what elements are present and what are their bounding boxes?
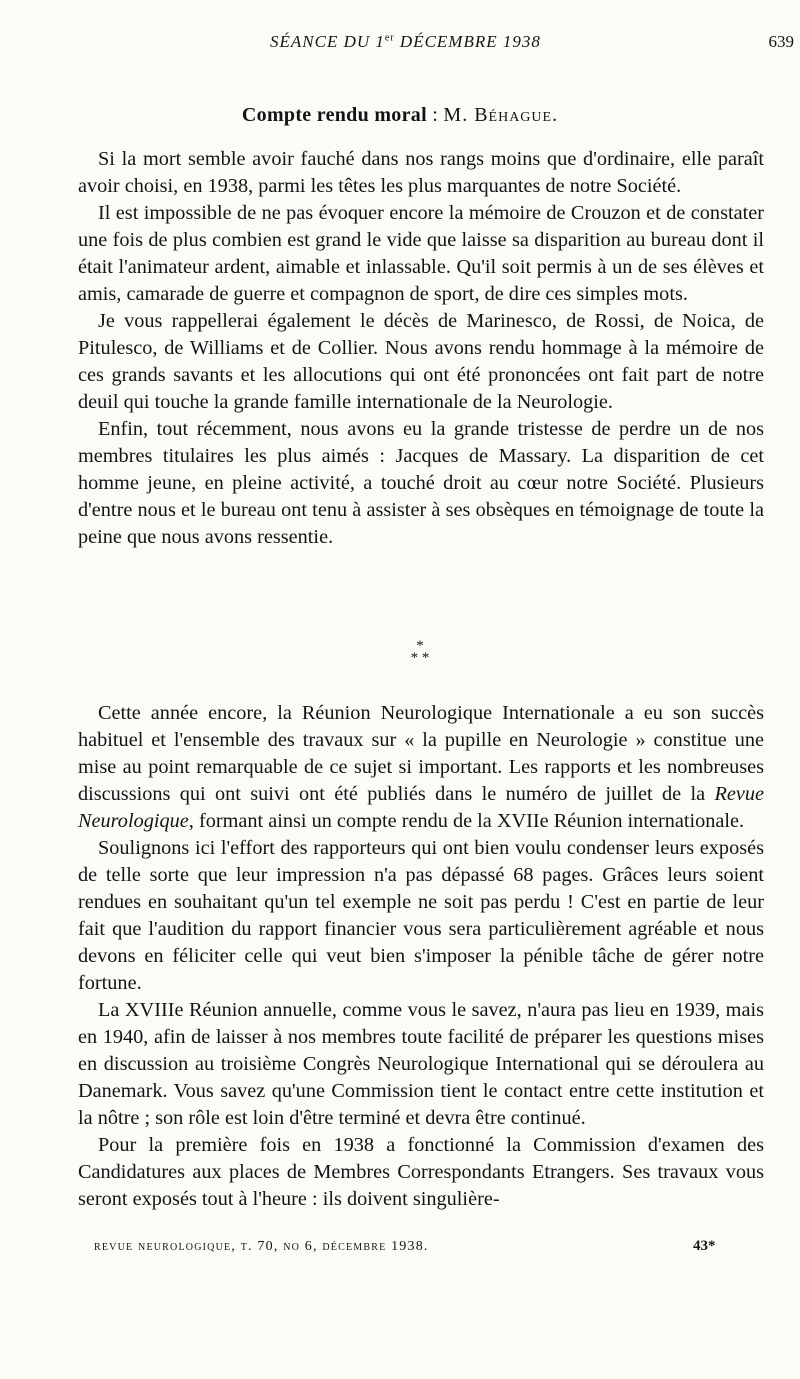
paragraph xyxy=(78,700,764,835)
section-title-separator: : xyxy=(426,104,444,126)
asterism-separator xyxy=(400,640,440,664)
asterism-bottom: * * xyxy=(410,650,430,666)
section-title-author: M. Béhague. xyxy=(443,104,559,126)
running-head-superscript: er xyxy=(384,32,395,44)
footer-journal-line: revue neurologique, t. 70, no 6, décembre 1938. xyxy=(94,1239,429,1254)
running-head-text: SÉANCE DU 1 xyxy=(270,32,385,51)
paragraph: Enfin, tout récemment, nous avons eu la grande tristesse de perdre un de nos membres titulaires les plus aimés : Jacques de Massary. La disparition de cet homme jeune, en pleine activité, a touché droit au cœur notre Société. Plusieurs d'entre nous et le bureau ont tenu à assister à ses obsèques en témoignage de toute la peine que nous avons ressentie. xyxy=(78,418,764,548)
asterism-top: * xyxy=(416,638,424,654)
section-title xyxy=(0,104,800,127)
running-head-date: DÉCEMBRE 1938 xyxy=(394,32,541,51)
paragraph: Soulignons ici l'effort des rapporteurs qui ont bien voulu condenser leurs exposés de telle sorte que leur impression n'a pas dépassé 68 pages. Grâces leurs soient rendues en souhaitant qu'un tel exemple ne soit pas perdu ! C'est en partie de leur fait que l'audition du rapport financier vous sera particulièrement agréable et nous devons en féliciter celle qui veut bien s'imposer la pénible tâche de gérer notre fortune. xyxy=(78,837,764,994)
paragraph: La XVIIIe Réunion annuelle, comme vous le savez, n'aura pas lieu en 1939, mais en 1940, afin de laisser à nos membres toute facilité de préparer les questions mises en discussion au troisième Congrès Neurologique International qui se déroulera au Danemark. Vous savez qu'une Commission tient le contact entre cette institution et la nôtre ; son rôle est loin d'être terminé et devra être continué. xyxy=(78,999,764,1129)
paragraph-text: , formant ainsi un compte rendu de la XVIIe Réunion internationale. xyxy=(188,810,745,832)
journal-title-italic: Revue Neurologique xyxy=(78,783,764,832)
running-head xyxy=(270,32,541,52)
paragraph: Il est impossible de ne pas évoquer encore la mémoire de Crouzon et de constater une fois de plus combien est grand le vide que laisse sa disparition au bureau dont il était l'animateur ardent, aimable et inlassable. Qu'il soit permis à un de ses élèves et amis, camarade de guerre et compagnon de sport, de dire ces simples mots. xyxy=(78,202,764,305)
paragraph: Pour la première fois en 1938 a fonctionné la Commission d'examen des Candidatures aux places de Membres Correspondants Etrangers. Ses travaux vous seront exposés tout à l'heure : ils doivent singulière- xyxy=(78,1134,764,1210)
section-title-label: Compte rendu moral xyxy=(241,104,427,126)
footer-signature-mark: 43* xyxy=(693,1238,716,1254)
body-block-obituaries xyxy=(78,146,764,551)
body-block-reunion xyxy=(78,700,764,1213)
page-number: 639 xyxy=(768,32,794,51)
paragraph: Si la mort semble avoir fauché dans nos rangs moins que d'ordinaire, elle paraît avoir choisi, en 1938, parmi les têtes les plus marquantes de notre Société. xyxy=(78,148,764,197)
paragraph-text: Cette année encore, la Réunion Neurologique Internationale a eu son succès habituel et l'ensemble des travaux sur « la pupille en Neurologie » constitue une mise au point remarquable de ce sujet si important. Les rapports et les nombreuses discussions qui ont suivi ont été publiés dans le numéro de juillet de la xyxy=(78,702,764,805)
paragraph: Je vous rappellerai également le décès de Marinesco, de Rossi, de Noica, de Pitulesco, de Williams et de Collier. Nous avons rendu hommage à la mémoire de ces grands savants et les allocutions qui ont été prononcées ont fait part de notre deuil qui touche la grande famille internationale de la Neurologie. xyxy=(78,310,764,413)
